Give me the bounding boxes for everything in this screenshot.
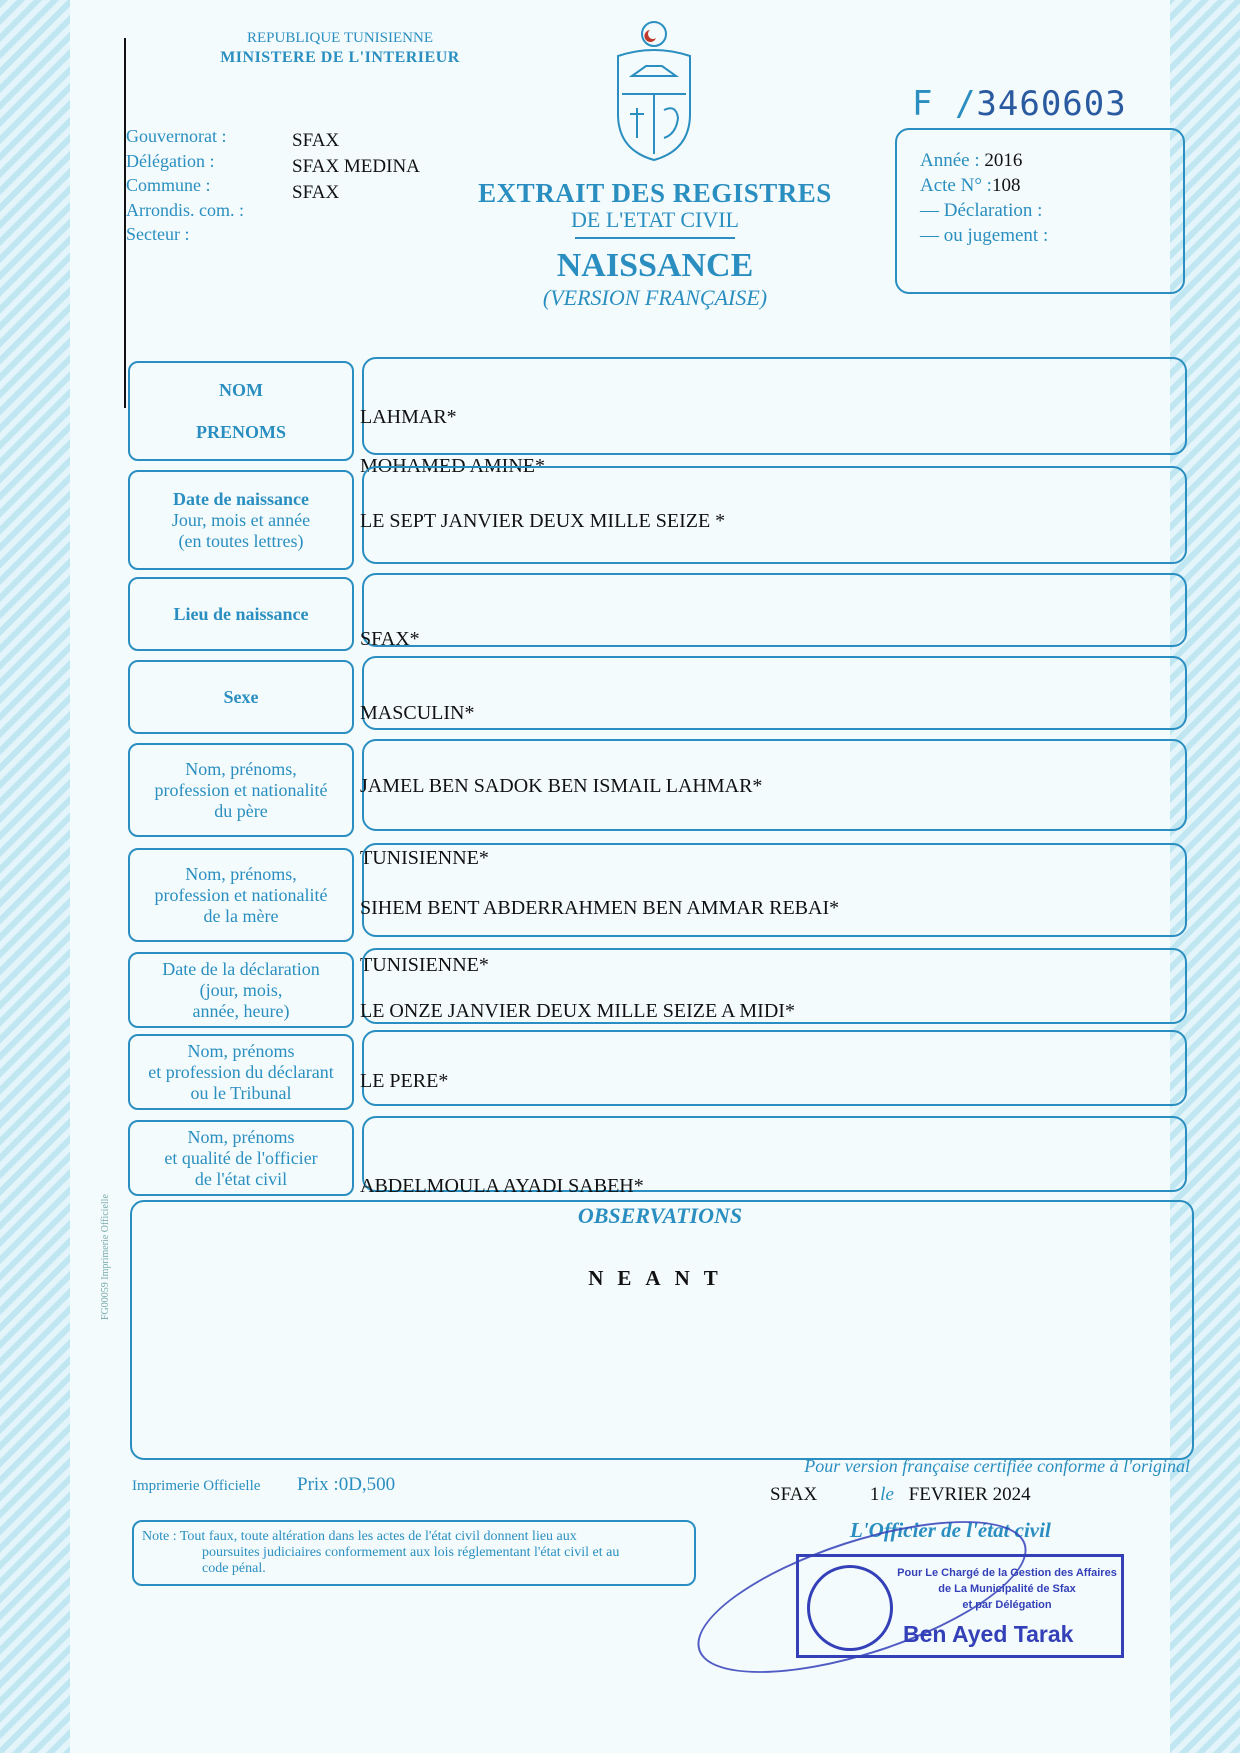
declaration-label1: Date de la déclaration [162,958,320,979]
observations-value: NEANT [588,1266,732,1290]
row-box-declarant [362,1030,1187,1106]
issue-month-year: FEVRIER 2024 [908,1484,1031,1505]
label-delegation: Délégation : [126,150,215,171]
value-date-naissance: LE SEPT JANVIER DEUX MILLE SEIZE * [360,510,726,532]
label-commune: Commune : [126,175,211,195]
title-line1: EXTRAIT DES REGISTRES [478,178,832,208]
row-label-date-naissance [128,470,354,570]
mere-label2: profession et nationalité [154,884,328,905]
admin-values [292,128,420,206]
value-sexe: MASCULIN* [360,702,475,724]
certification-text: Pour version française certifiée conforme à l'original [804,1456,1190,1476]
row-box-lieu [362,573,1187,647]
jugement-label: — ou jugement : [920,225,1049,246]
coat-of-arms-icon [606,18,702,164]
officier-title: L'Officier de l'état civil [850,1518,1051,1542]
acte-details [920,148,1048,248]
date-naissance-sub1: Jour, mois et année [171,509,311,530]
municipal-seal-icon [807,1565,893,1651]
note-line2: poursuites judiciaires conformement aux lois réglementant l'état civil et au [202,1545,620,1560]
note-line1: Note : Tout faux, toute altération dans les actes de l'état civil donnent lieu aux [142,1529,577,1544]
declaration-label: — Déclaration : [920,200,1043,221]
value-declarant: LE PERE* [360,1070,449,1092]
title-version: (VERSION FRANÇAISE) [542,285,768,310]
note-line3: code pénal. [202,1561,266,1576]
price-label: Prix :0D,500 [297,1474,396,1495]
ministry-header [220,28,460,68]
prenoms-label: PRENOMS [196,421,286,442]
title-line2: DE L'ETAT CIVIL [571,207,739,232]
label-arrondissement: Arrondis. com. : [126,199,244,220]
nom-label: NOM [219,379,263,400]
declarant-label1: Nom, prénoms [187,1040,295,1061]
row-label-sexe [128,660,354,734]
observations-box [130,1200,1194,1460]
value-lieu: SFAX* [360,628,420,650]
legal-note [132,1520,696,1586]
declaration-label2: (jour, mois, [199,979,283,1000]
row-label-officier [128,1120,354,1196]
form-code: FG00059 Imprimerie Officielle [100,1194,111,1320]
pere-label1: Nom, prénoms, [185,758,297,779]
row-box-sexe [362,656,1187,730]
declaration-label3: année, heure) [192,1000,290,1021]
mere-label1: Nom, prénoms, [185,863,297,884]
row-label-declarant [128,1034,354,1110]
row-box-nom [362,357,1187,455]
row-label-date-declaration [128,952,354,1028]
mere-label3: de la mère [203,905,279,926]
stamp-line2: de La Municipalité de Sfax [938,1583,1076,1595]
admin-labels [126,124,244,247]
label-gouvernorat: Gouvernorat : [126,126,227,146]
official-stamp [796,1554,1124,1658]
observations-title: OBSERVATIONS [577,1203,743,1228]
value-date-declaration: LE ONZE JANVIER DEUX MILLE SEIZE A MIDI* [360,1000,795,1022]
issue-date [770,1484,1031,1506]
value-mere: SIHEM BENT ABDERRAHMEN BEN AMMAR REBAI* [360,897,840,919]
title-type: NAISSANCE [556,247,754,284]
date-naissance-sub2: (en toutes lettres) [178,530,304,551]
row-label-nom [128,361,354,461]
issue-day: 1 [869,1484,880,1505]
acte-label: Acte N° : [920,175,992,196]
acte-value: 108 [991,175,1021,196]
value-nom: LAHMAR* [360,406,457,428]
officier-label1: Nom, prénoms [187,1126,295,1147]
stamp-name: Ben Ayed Tarak [903,1621,1074,1647]
serial-prefix: F / [912,84,977,124]
value-prenoms: MOHAMED AMINE* [360,455,545,477]
row-label-mere [128,848,354,942]
issue-place: SFAX [770,1484,818,1505]
officier-label3: de l'état civil [194,1168,288,1189]
serial-number [912,84,1127,124]
document-title [440,178,870,311]
value-pere-nationalite: TUNISIENNE* [360,847,489,869]
value-delegation: SFAX MEDINA [292,156,420,177]
value-pere: JAMEL BEN SADOK BEN ISMAIL LAHMAR* [360,775,763,797]
title-rule [575,237,735,239]
annee-value: 2016 [984,150,1023,171]
pere-label2: profession et nationalité [154,779,328,800]
serial-digits: 3460603 [976,84,1127,124]
value-gouvernorat: SFAX [292,130,340,151]
label-secteur: Secteur : [126,224,190,244]
value-officier: ABDELMOULA AYADI SABEH* [360,1175,644,1197]
issue-le: le [880,1484,894,1505]
stamp-text [891,1565,1123,1613]
lieu-label: Lieu de naissance [173,603,309,624]
stamp-line1: Pour Le Chargé de la Gestion des Affaires [897,1567,1117,1579]
republic-name: REPUBLIQUE TUNISIENNE [247,30,433,46]
officier-label2: et qualité de l'officier [164,1147,318,1168]
declarant-label2: et profession du déclarant [148,1061,334,1082]
date-naissance-label: Date de naissance [173,488,309,509]
stamp-line3: et par Délégation [962,1599,1052,1611]
declarant-label3: ou le Tribunal [190,1082,292,1103]
sexe-label: Sexe [223,686,259,707]
ministry-name: MINISTERE DE L'INTERIEUR [220,49,460,66]
row-label-pere [128,743,354,837]
value-arrondissement: SFAX [292,182,340,203]
row-label-lieu [128,577,354,651]
annee-label: Année : [920,150,980,171]
row-box-mere [362,843,1187,937]
pere-label3: du père [214,800,268,821]
imprimerie-label: Imprimerie Officielle [132,1478,261,1494]
value-mere-nationalite: TUNISIENNE* [360,954,489,976]
